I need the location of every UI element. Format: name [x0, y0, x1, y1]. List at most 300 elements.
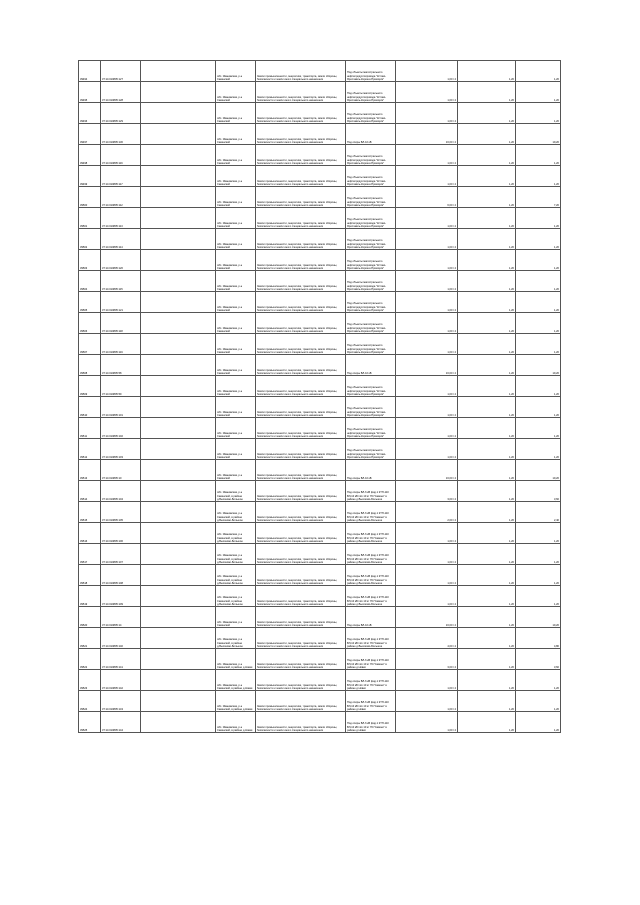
blank-cell	[141, 418, 216, 439]
table-row	[79, 481, 561, 502]
rate-cell: 1,20	[458, 523, 516, 544]
table-row	[79, 187, 561, 208]
permitted-use-cell: Под объекты магистрального нефтепродуктопровода "Кстово-Ярославль-Кириши-Приморск"	[346, 418, 396, 439]
sum-cell: 3,60	[516, 649, 561, 670]
permitted-use-cell: Под объекты магистрального нефтепродуктопровода "Кстово-Ярославль-Кириши-Приморск"	[346, 229, 396, 250]
cadastral-number-cell: 37:14:010805:128	[101, 82, 141, 103]
area-cell: 3,00 / 4	[396, 649, 458, 670]
sum-cell: 1,20	[516, 250, 561, 271]
rate-cell: 1,20	[458, 124, 516, 145]
row-id-cell: 39520	[79, 607, 101, 628]
permitted-use-cell: Под опоры ВЛ-6 кВ фид.1 КТП-110 ВЛ-10 кВ №1 10 кт ПС"Савино" в районе д.Высоково-Большое	[346, 481, 396, 502]
permitted-use-cell: Под опоры ВЛ-10 кВ	[346, 607, 396, 628]
address-cell: обл. Ивановская, р-н Савинский	[216, 208, 256, 229]
address-cell: обл. Ивановская, р-н Савинский	[216, 145, 256, 166]
rate-cell: 1,20	[458, 607, 516, 628]
rate-cell: 1,20	[458, 250, 516, 271]
blank-cell	[141, 334, 216, 355]
sum-cell: 19,20	[516, 355, 561, 376]
address-cell: обл. Ивановская, р-н Савинский	[216, 460, 256, 481]
rate-cell: 1,20	[458, 712, 516, 733]
permitted-use-cell: Под объекты магистрального нефтепродуктопровода "Кстово-Ярославль-Кириши-Приморск"	[346, 61, 396, 82]
permitted-use-cell: Под объекты магистрального нефтепродуктопровода "Кстово-Ярославль-Кириши-Приморск"	[346, 103, 396, 124]
blank-cell	[141, 208, 216, 229]
table-row	[79, 229, 561, 250]
area-cell: 1,00 / 4	[396, 523, 458, 544]
table-row	[79, 607, 561, 628]
sum-cell: 1,20	[516, 691, 561, 712]
blank-cell	[141, 376, 216, 397]
area-cell: 1,00 / 4	[396, 166, 458, 187]
permitted-use-cell: Под объекты магистрального нефтепродуктопровода "Кстово-Ярославль-Кириши-Приморск"	[346, 397, 396, 418]
address-cell: обл. Ивановская, р-н Савинский, в районе д.Высоково-Большое	[216, 481, 256, 502]
blank-cell	[141, 145, 216, 166]
blank-cell	[141, 187, 216, 208]
land-category-cell: Земли промышленности, энергетики, транспорта, земли обороны, безопасности и земли иного специального назначения	[256, 145, 346, 166]
cadastral-number-cell: 37:14:010805:112	[101, 187, 141, 208]
address-cell: обл. Ивановская, р-н Савинский, в районе д.Высоково-Большое	[216, 586, 256, 607]
address-cell: обл. Ивановская, р-н Савинский	[216, 355, 256, 376]
rate-cell: 1,20	[458, 355, 516, 376]
blank-cell	[141, 523, 216, 544]
rate-cell: 1,20	[458, 313, 516, 334]
sum-cell: 1,20	[516, 544, 561, 565]
cadastral-number-cell: 37:14:010805:114	[101, 229, 141, 250]
cadastral-number-cell: 37:14:010805:10	[101, 460, 141, 481]
table-row	[79, 649, 561, 670]
row-id-cell: 39525	[79, 712, 101, 733]
sum-cell: 19,20	[516, 460, 561, 481]
permitted-use-cell: Под опоры ВЛ-10 кВ	[346, 460, 396, 481]
land-category-cell: Земли промышленности, энергетики, транспорта, земли обороны, безопасности и земли иного специального назначения	[256, 586, 346, 607]
permitted-use-cell: Под опоры ВЛ-6 кВ фид.1 КТП-110 ВЛ-10 кВ №1 10 кт ПС"Савино" в районе д.Высоково-Большое	[346, 586, 396, 607]
cadastral-number-cell: 37:14:010805:118	[101, 313, 141, 334]
land-category-cell: Земли промышленности, энергетики, транспорта, земли обороны, безопасности и земли иного специального назначения	[256, 649, 346, 670]
table-row	[79, 712, 561, 733]
blank-cell	[141, 607, 216, 628]
permitted-use-cell: Под объекты магистрального нефтепродуктопровода "Кстово-Ярославль-Кириши-Приморск"	[346, 208, 396, 229]
land-category-cell: Земли промышленности, энергетики, транспорта, земли обороны, безопасности и земли иного специального назначения	[256, 502, 346, 523]
blank-cell	[141, 124, 216, 145]
land-category-cell: Земли промышленности, энергетики, транспорта, земли обороны, безопасности и земли иного специального назначения	[256, 61, 346, 82]
land-category-cell: Земли промышленности, энергетики, транспорта, земли обороны, безопасности и земли иного специального назначения	[256, 712, 346, 733]
rate-cell: 1,20	[458, 376, 516, 397]
sum-cell: 1,20	[516, 61, 561, 82]
address-cell: обл. Ивановская, р-н Савинский	[216, 124, 256, 145]
row-id-cell: 39516	[79, 523, 101, 544]
area-cell: 1,00 / 4	[396, 208, 458, 229]
rate-cell: 1,20	[458, 670, 516, 691]
area-cell: 1,00 / 4	[396, 712, 458, 733]
row-id-cell: 39502	[79, 229, 101, 250]
permitted-use-cell: Под объекты магистрального нефтепродуктопровода "Кстово-Ярославль-Кириши-Приморск"	[346, 82, 396, 103]
rate-cell: 1,20	[458, 166, 516, 187]
land-category-cell: Земли промышленности, энергетики, транспорта, земли обороны, безопасности и земли иного специального назначения	[256, 418, 346, 439]
address-cell: обл. Ивановская, р-н Савинский	[216, 439, 256, 460]
sum-cell: 1,20	[516, 565, 561, 586]
address-cell: обл. Ивановская, р-н Савинский	[216, 313, 256, 334]
area-cell: 1,00 / 4	[396, 586, 458, 607]
blank-cell	[141, 397, 216, 418]
sum-cell: 1,20	[516, 145, 561, 166]
land-category-cell: Земли промышленности, энергетики, транспорта, земли обороны, безопасности и земли иного специального назначения	[256, 271, 346, 292]
land-category-cell: Земли промышленности, энергетики, транспорта, земли обороны, безопасности и земли иного специального назначения	[256, 565, 346, 586]
row-id-cell: 39523	[79, 670, 101, 691]
cadastral-number-cell: 37:14:010805:106	[101, 523, 141, 544]
row-id-cell: 39521	[79, 628, 101, 649]
row-id-cell: 39517	[79, 544, 101, 565]
sum-cell: 19,20	[516, 607, 561, 628]
rate-cell: 1,20	[458, 628, 516, 649]
permitted-use-cell: Под опоры ВЛ-6 кВ фид.1 КТП-110 ВЛ-10 кВ №1 10 кт ПС"Савино" в районе д.Новки	[346, 670, 396, 691]
blank-cell	[141, 250, 216, 271]
permitted-use-cell: Под опоры ВЛ-6 кВ фид.1 КТП-110 ВЛ-10 кВ №1 10 кт ПС"Савино" в районе д.Высоково-Большое	[346, 523, 396, 544]
land-category-cell: Земли промышленности, энергетики, транспорта, земли обороны, безопасности и земли иного специального назначения	[256, 166, 346, 187]
area-cell: 4,00 / 4	[396, 628, 458, 649]
table-row	[79, 271, 561, 292]
row-id-cell: 39501	[79, 208, 101, 229]
cadastral-number-cell: 37:14:010805:119	[101, 334, 141, 355]
table-row	[79, 586, 561, 607]
rate-cell: 1,20	[458, 586, 516, 607]
address-cell: обл. Ивановская, р-н Савинский	[216, 397, 256, 418]
table-row	[79, 628, 561, 649]
row-id-cell: 39508	[79, 355, 101, 376]
address-cell: обл. Ивановская, р-н Савинский, в районе д.Новки	[216, 712, 256, 733]
area-cell: 2,00 / 4	[396, 502, 458, 523]
table-row	[79, 565, 561, 586]
rate-cell: 1,20	[458, 481, 516, 502]
sum-cell: 1,20	[516, 670, 561, 691]
permitted-use-cell: Под объекты магистрального нефтепродуктопровода "Кстово-Ярославль-Кириши-Приморск"	[346, 334, 396, 355]
table-row	[79, 502, 561, 523]
cadastral-number-cell: 37:14:010805:58	[101, 355, 141, 376]
blank-cell	[141, 502, 216, 523]
rate-cell: 1,20	[458, 460, 516, 481]
address-cell: обл. Ивановская, р-н Савинский	[216, 166, 256, 187]
blank-cell	[141, 691, 216, 712]
table-row	[79, 166, 561, 187]
cadastral-number-cell: 37:14:010805:105	[101, 502, 141, 523]
land-category-cell: Земли промышленности, энергетики, транспорта, земли обороны, безопасности и земли иного специального назначения	[256, 628, 346, 649]
row-id-cell: 39511	[79, 418, 101, 439]
blank-cell	[141, 712, 216, 733]
blank-cell	[141, 82, 216, 103]
area-cell: 1,00 / 4	[396, 334, 458, 355]
row-id-cell: 39498	[79, 145, 101, 166]
area-cell: 16,00 / 4	[396, 607, 458, 628]
area-cell: 1,00 / 4	[396, 397, 458, 418]
land-category-cell: Земли промышленности, энергетики, транспорта, земли обороны, безопасности и земли иного специального назначения	[256, 313, 346, 334]
permitted-use-cell: Под опоры ВЛ-6 кВ фид.1 КТП-110 ВЛ-10 кВ №1 10 кт ПС"Савино" в районе д.Высоково-Большое	[346, 628, 396, 649]
sum-cell: 7,20	[516, 187, 561, 208]
address-cell: обл. Ивановская, р-н Савинский	[216, 376, 256, 397]
blank-cell	[141, 544, 216, 565]
blank-cell	[141, 313, 216, 334]
address-cell: обл. Ивановская, р-н Савинский, в районе д.Высоково-Большое	[216, 565, 256, 586]
address-cell: обл. Ивановская, р-н Савинский, в районе д.Новки	[216, 670, 256, 691]
area-cell: 1,00 / 4	[396, 103, 458, 124]
sum-cell: 1,20	[516, 229, 561, 250]
row-id-cell: 39519	[79, 586, 101, 607]
land-category-cell: Земли промышленности, энергетики, транспорта, земли обороны, безопасности и земли иного специального назначения	[256, 124, 346, 145]
table-row	[79, 61, 561, 82]
rate-cell: 1,20	[458, 649, 516, 670]
blank-cell	[141, 292, 216, 313]
area-cell: 1,00 / 4	[396, 670, 458, 691]
permitted-use-cell: Под объекты магистрального нефтепродуктопровода "Кстово-Ярославль-Кириши-Приморск"	[346, 439, 396, 460]
address-cell: обл. Ивановская, р-н Савинский, в районе д.Новки	[216, 691, 256, 712]
cadastral-number-cell: 37:14:010805:108	[101, 565, 141, 586]
table-row	[79, 418, 561, 439]
sum-cell: 1,20	[516, 523, 561, 544]
area-cell: 1,00 / 4	[396, 61, 458, 82]
land-category-cell: Земли промышленности, энергетики, транспорта, земли обороны, безопасности и земли иного специального назначения	[256, 544, 346, 565]
address-cell: обл. Ивановская, р-н Савинский	[216, 82, 256, 103]
land-category-cell: Земли промышленности, энергетики, транспорта, земли обороны, безопасности и земли иного специального назначения	[256, 82, 346, 103]
address-cell: обл. Ивановская, р-н Савинский, в районе д.Высоково-Большое	[216, 628, 256, 649]
table-row	[79, 103, 561, 124]
address-cell: обл. Ивановская, р-н Савинский	[216, 61, 256, 82]
sum-cell: 1,20	[516, 439, 561, 460]
row-id-cell: 39507	[79, 334, 101, 355]
blank-cell	[141, 670, 216, 691]
table-row	[79, 355, 561, 376]
rate-cell: 1,20	[458, 691, 516, 712]
permitted-use-cell: Под опоры ВЛ-10 кВ	[346, 124, 396, 145]
cadastral-number-cell: 37:14:010805:109	[101, 586, 141, 607]
cadastral-number-cell: 37:14:010805:129	[101, 103, 141, 124]
permitted-use-cell: Под опоры ВЛ-6 кВ фид.1 КТП-110 ВЛ-10 кВ №1 10 кт ПС"Савино" в районе д.Высоково-Большое	[346, 544, 396, 565]
address-cell: обл. Ивановская, р-н Савинский, в районе д.Высоково-Большое	[216, 502, 256, 523]
land-category-cell: Земли промышленности, энергетики, транспорта, земли обороны, безопасности и земли иного специального назначения	[256, 229, 346, 250]
cadastral-number-cell: 37:14:010805:102	[101, 418, 141, 439]
cadastral-number-cell: 37:14:010805:120	[101, 250, 141, 271]
row-id-cell: 39504	[79, 271, 101, 292]
row-id-cell: 39495	[79, 82, 101, 103]
row-id-cell: 39512	[79, 439, 101, 460]
table-row	[79, 145, 561, 166]
rate-cell: 1,20	[458, 502, 516, 523]
row-id-cell: 39506	[79, 313, 101, 334]
row-id-cell: 39503	[79, 250, 101, 271]
table-row	[79, 460, 561, 481]
address-cell: обл. Ивановская, р-н Савинский	[216, 271, 256, 292]
sum-cell: 1,20	[516, 208, 561, 229]
row-id-cell: 39505	[79, 292, 101, 313]
table-row	[79, 376, 561, 397]
row-id-cell: 39514	[79, 481, 101, 502]
address-cell: обл. Ивановская, р-н Савинский	[216, 418, 256, 439]
rate-cell: 1,20	[458, 145, 516, 166]
rate-cell: 1,20	[458, 187, 516, 208]
cadastral-number-cell: 37:14:010805:116	[101, 145, 141, 166]
permitted-use-cell: Под объекты магистрального нефтепродуктопровода "Кстово-Ярославль-Кириши-Приморск"	[346, 376, 396, 397]
blank-cell	[141, 628, 216, 649]
area-cell: 1,00 / 4	[396, 565, 458, 586]
row-id-cell: 39510	[79, 397, 101, 418]
area-cell: 1,00 / 4	[396, 544, 458, 565]
cadastral-number-cell: 37:14:010805:130	[101, 124, 141, 145]
land-category-cell: Земли промышленности, энергетики, транспорта, земли обороны, безопасности и земли иного специального назначения	[256, 607, 346, 628]
area-cell: 1,00 / 4	[396, 250, 458, 271]
rate-cell: 1,20	[458, 61, 516, 82]
table-row	[79, 334, 561, 355]
row-id-cell: 39496	[79, 103, 101, 124]
cadastral-number-cell: 37:14:010805:117	[101, 166, 141, 187]
address-cell: обл. Ивановская, р-н Савинский	[216, 103, 256, 124]
land-category-cell: Земли промышленности, энергетики, транспорта, земли обороны, безопасности и земли иного специального назначения	[256, 187, 346, 208]
land-category-cell: Земли промышленности, энергетики, транспорта, земли обороны, безопасности и земли иного специального назначения	[256, 355, 346, 376]
address-cell: обл. Ивановская, р-н Савинский	[216, 250, 256, 271]
land-category-cell: Земли промышленности, энергетики, транспорта, земли обороны, безопасности и земли иного специального назначения	[256, 250, 346, 271]
table-row	[79, 124, 561, 145]
row-id-cell: 39515	[79, 502, 101, 523]
row-id-cell: 39494	[79, 61, 101, 82]
land-category-cell: Земли промышленности, энергетики, транспорта, земли обороны, безопасности и земли иного специального назначения	[256, 691, 346, 712]
row-id-cell: 39513	[79, 460, 101, 481]
land-category-cell: Земли промышленности, энергетики, транспорта, земли обороны, безопасности и земли иного специального назначения	[256, 334, 346, 355]
cadastral-number-cell: 37:14:010805:121	[101, 292, 141, 313]
land-category-cell: Земли промышленности, энергетики, транспорта, земли обороны, безопасности и земли иного специального назначения	[256, 523, 346, 544]
area-cell: 1,00 / 4	[396, 229, 458, 250]
permitted-use-cell: Под объекты магистрального нефтепродуктопровода "Кстово-Ярославль-Кириши-Приморск"	[346, 271, 396, 292]
blank-cell	[141, 460, 216, 481]
cadastral-number-cell: 37:14:010805:103	[101, 439, 141, 460]
permitted-use-cell: Под опоры ВЛ-6 кВ фид.1 КТП-110 ВЛ-10 кВ №1 10 кт ПС"Савино" в районе д.Новки	[346, 691, 396, 712]
table-row	[79, 208, 561, 229]
address-cell: обл. Ивановская, р-н Савинский, в районе д.Новки	[216, 649, 256, 670]
table-row	[79, 82, 561, 103]
area-cell: 1,00 / 4	[396, 292, 458, 313]
table-row	[79, 313, 561, 334]
permitted-use-cell: Под объекты магистрального нефтепродуктопровода "Кстово-Ярославль-Кириши-Приморск"	[346, 250, 396, 271]
area-cell: 1,00 / 4	[396, 376, 458, 397]
permitted-use-cell: Под опоры ВЛ-6 кВ фид.1 КТП-110 ВЛ-10 кВ №1 10 кт ПС"Савино" в районе д.Новки	[346, 649, 396, 670]
row-id-cell: 39518	[79, 565, 101, 586]
table-row	[79, 544, 561, 565]
blank-cell	[141, 103, 216, 124]
row-id-cell: 39509	[79, 376, 101, 397]
row-id-cell: 39522	[79, 649, 101, 670]
land-category-cell: Земли промышленности, энергетики, транспорта, земли обороны, безопасности и земли иного специального назначения	[256, 481, 346, 502]
rate-cell: 1,20	[458, 418, 516, 439]
area-cell: 1,00 / 4	[396, 82, 458, 103]
address-cell: обл. Ивановская, р-н Савинский, в районе д.Высоково-Большое	[216, 523, 256, 544]
sum-cell: 1,20	[516, 313, 561, 334]
address-cell: обл. Ивановская, р-н Савинский	[216, 187, 256, 208]
permitted-use-cell: Под объекты магистрального нефтепродуктопровода "Кстово-Ярославль-Кириши-Приморск"	[346, 187, 396, 208]
row-id-cell: 39497	[79, 124, 101, 145]
permitted-use-cell: Под опоры ВЛ-10 кВ	[346, 355, 396, 376]
row-id-cell: 39499	[79, 166, 101, 187]
cadastral-number-cell: 37:14:010805:107	[101, 544, 141, 565]
row-id-cell: 39500	[79, 187, 101, 208]
rate-cell: 1,20	[458, 271, 516, 292]
land-category-cell: Земли промышленности, энергетики, транспорта, земли обороны, безопасности и земли иного специального назначения	[256, 292, 346, 313]
sum-cell: 1,20	[516, 397, 561, 418]
sum-cell: 1,20	[516, 334, 561, 355]
cadastral-number-cell: 37:14:010805:113	[101, 208, 141, 229]
rate-cell: 1,20	[458, 334, 516, 355]
cadastral-number-cell: 37:14:010805:127	[101, 61, 141, 82]
land-category-cell: Земли промышленности, энергетики, транспорта, земли обороны, безопасности и земли иного специального назначения	[256, 460, 346, 481]
area-cell: 1,00 / 4	[396, 418, 458, 439]
area-cell: 1,00 / 4	[396, 313, 458, 334]
cadastral-number-cell: 37:14:010805:144	[101, 712, 141, 733]
blank-cell	[141, 565, 216, 586]
rate-cell: 1,20	[458, 565, 516, 586]
blank-cell	[141, 586, 216, 607]
rate-cell: 1,20	[458, 397, 516, 418]
blank-cell	[141, 166, 216, 187]
sum-cell: 1,20	[516, 712, 561, 733]
permitted-use-cell: Под объекты магистрального нефтепродуктопровода "Кстово-Ярославль-Кириши-Приморск"	[346, 166, 396, 187]
cadastral-number-cell: 37:14:010805:141	[101, 649, 141, 670]
table-row	[79, 439, 561, 460]
sum-cell: 1,20	[516, 82, 561, 103]
cadastral-number-cell: 37:14:010805:142	[101, 670, 141, 691]
sum-cell: 1,20	[516, 271, 561, 292]
address-cell: обл. Ивановская, р-н Савинский	[216, 229, 256, 250]
sum-cell: 1,20	[516, 418, 561, 439]
sum-cell: 19,20	[516, 124, 561, 145]
permitted-use-cell: Под опоры ВЛ-6 кВ фид.1 КТП-110 ВЛ-10 кВ №1 10 кт ПС"Савино" в районе д.Новки	[346, 712, 396, 733]
area-cell: 1,00 / 4	[396, 691, 458, 712]
rate-cell: 1,20	[458, 292, 516, 313]
land-category-cell: Земли промышленности, энергетики, транспорта, земли обороны, безопасности и земли иного специального назначения	[256, 208, 346, 229]
table-row	[79, 292, 561, 313]
area-cell: 1,00 / 4	[396, 271, 458, 292]
address-cell: обл. Ивановская, р-н Савинский, в районе д.Высоково-Большое	[216, 544, 256, 565]
blank-cell	[141, 481, 216, 502]
area-cell: 16,00 / 4	[396, 124, 458, 145]
land-category-cell: Земли промышленности, энергетики, транспорта, земли обороны, безопасности и земли иного специального назначения	[256, 103, 346, 124]
sum-cell: 1,20	[516, 376, 561, 397]
area-cell: 3,00 / 4	[396, 481, 458, 502]
blank-cell	[141, 61, 216, 82]
sum-cell: 2,40	[516, 502, 561, 523]
rate-cell: 1,20	[458, 544, 516, 565]
sum-cell: 1,20	[516, 292, 561, 313]
area-cell: 6,00 / 4	[396, 187, 458, 208]
table-row	[79, 397, 561, 418]
blank-cell	[141, 229, 216, 250]
land-category-cell: Земли промышленности, энергетики, транспорта, земли обороны, безопасности и земли иного специального назначения	[256, 397, 346, 418]
permitted-use-cell: Под объекты магистрального нефтепродуктопровода "Кстово-Ярославль-Кириши-Приморск"	[346, 145, 396, 166]
table-row	[79, 670, 561, 691]
blank-cell	[141, 439, 216, 460]
blank-cell	[141, 271, 216, 292]
land-category-cell: Земли промышленности, энергетики, транспорта, земли обороны, безопасности и земли иного специального назначения	[256, 439, 346, 460]
rate-cell: 1,20	[458, 229, 516, 250]
cadastral-number-cell: 37:14:010805:140	[101, 628, 141, 649]
table-row	[79, 250, 561, 271]
cadastral-number-cell: 37:14:010805:14	[101, 607, 141, 628]
area-cell: 16,00 / 4	[396, 355, 458, 376]
permitted-use-cell: Под объекты магистрального нефтепродуктопровода "Кстово-Ярославль-Кириши-Приморск"	[346, 313, 396, 334]
table-row	[79, 691, 561, 712]
land-category-cell: Земли промышленности, энергетики, транспорта, земли обороны, безопасности и земли иного специального назначения	[256, 670, 346, 691]
area-cell: 1,00 / 4	[396, 145, 458, 166]
blank-cell	[141, 355, 216, 376]
rate-cell: 1,20	[458, 82, 516, 103]
address-cell: обл. Ивановская, р-н Савинский	[216, 334, 256, 355]
rate-cell: 1,20	[458, 439, 516, 460]
land-category-cell: Земли промышленности, энергетики, транспорта, земли обороны, безопасности и земли иного специального назначения	[256, 376, 346, 397]
cadastral-number-cell: 37:14:010805:115	[101, 271, 141, 292]
permitted-use-cell: Под опоры ВЛ-6 кВ фид.1 КТП-110 ВЛ-10 кВ №1 10 кт ПС"Савино" в районе д.Высоково-Большое	[346, 502, 396, 523]
